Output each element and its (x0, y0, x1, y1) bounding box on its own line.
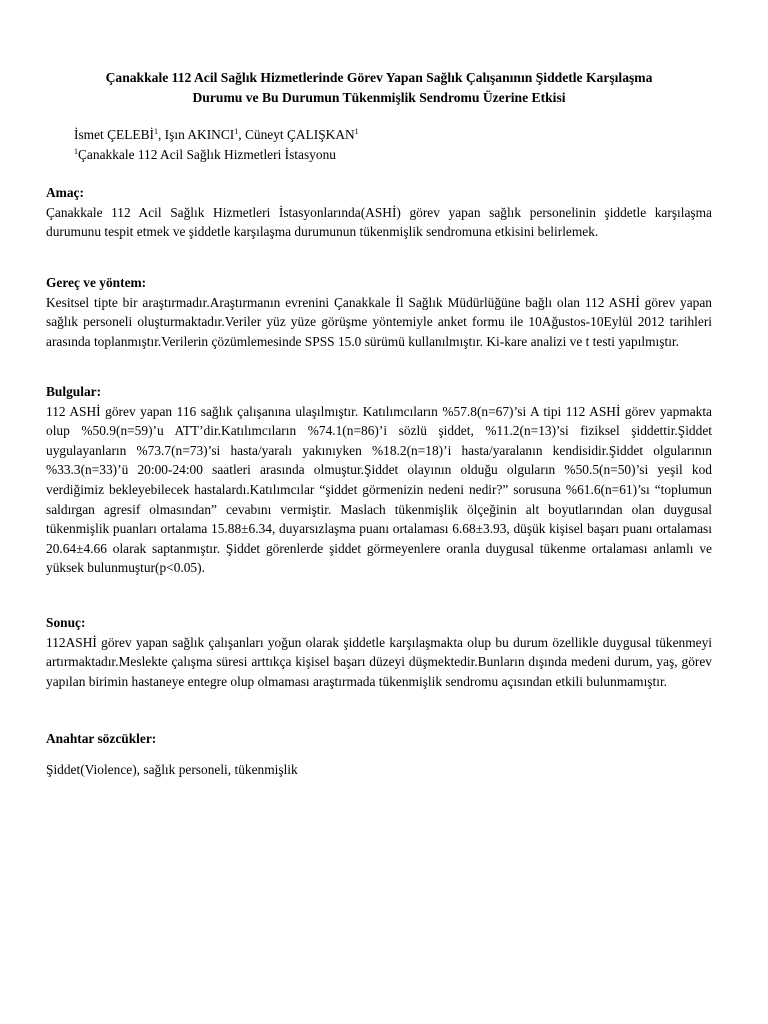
section-anahtar (46, 729, 712, 749)
author-affiliation-mark: 1 (354, 127, 359, 136)
author-name: Işın AKINCI (164, 127, 235, 142)
section-text: 112 ASHİ görev yapan 116 sağlık çalışanına ulaşılmıştır. Katılımcıların %57.8(n=67)’si A tipi 112 ASHİ görev yapmakta olup %50.9(n=59)’u ATT’dir.Katılımcıların %74.1(n=86)’i sözlü şiddet, %11.2(n=13)’si fiziksel şiddettir.Şiddet uygulayanların %73.7(n=73)’si hasta/yaralı yakınıyken %18.2(n=18)’i hasta/yaralanın kendisidir.Şiddet olgularının %33.3(n=33)’ü 20:00-24:00 saatleri arasında olmuştur.Şiddet olayının olduğu olguların %50.5(n=50)’si yeşil kod verdiğimiz bekleyebilecek hastalardı.Katılımcılar “şiddet görmenizin nedeni nedir?” sorusuna %61.6(n=61)’sı “toplumun saldırgan agresif olmasından” cevabını vermiştir. Maslach tükenmişlik ölçeğinin alt boyutlarından olan duygusal tükenmişlik puanları ortalama 15.88±6.34, duyarsızlaşma puanı ortalaması 6.68±3.93, düşük kişisel başarı puanı ortalaması 20.64±4.66 olarak saptanmıştır. Şiddet görenlerde şiddet görmeyenlere oranla duygusal tükenme ortalaması anlamlı ve yüksek bulunmuştur(p<0.05). (46, 403, 712, 576)
section-heading: Bulgular: (46, 384, 102, 399)
affiliation-text: Çanakkale 112 Acil Sağlık Hizmetleri İstasyonu (78, 147, 336, 162)
section-sonuc (46, 613, 712, 691)
section-text: Çanakkale 112 Acil Sağlık Hizmetleri İstasyonlarında(ASHİ) görev yapan sağlık personelinin şiddetle karşılaşma durumunu tespit etmek ve şiddetle karşılaşma durumunun tükenmişlik sendromuna etkisini belirlemek. (46, 204, 712, 240)
section-amac (46, 183, 712, 242)
author-name: İsmet ÇELEBİ (74, 127, 154, 142)
section-bulgular (46, 382, 712, 578)
paper-title (46, 68, 712, 108)
section-heading: Amaç: (46, 185, 84, 200)
section-heading: Gereç ve yöntem: (46, 275, 147, 290)
affiliation-mark: 1 (74, 147, 78, 156)
author-name: Cüneyt ÇALIŞKAN (244, 127, 355, 142)
title-line-1: Çanakkale 112 Acil Sağlık Hizmetlerinde Görev Yapan Sağlık Çalışanının Şiddetle Karşılaşma (105, 70, 653, 85)
section-text: Kesitsel tipte bir araştırmadır.Araştırmanın evrenini Çanakkale İl Sağlık Müdürlüğüne bağlı olan 112 ASHİ görev yapan sağlık personeli oluşturmaktadır.Veriler yüz yüze görüşme yöntemiyle anket formu ile 10Ağustos-10Eylül 2012 tarihleri arasında toplanmıştır.Verilerin çözümlemesinde SPSS 15.0 sürümü kullanılmıştır. Ki-kare analizi ve t testi yapılmıştır. (46, 294, 712, 349)
affiliation (74, 145, 336, 165)
author-affiliation-mark: 1 (234, 127, 239, 136)
author-affiliation-mark: 1 (153, 127, 158, 136)
section-heading: Anahtar sözcükler: (46, 731, 157, 746)
section-heading: Sonuç: (46, 615, 86, 630)
title-line-2: Durumu ve Bu Durumun Tükenmişlik Sendromu Üzerine Etkisi (192, 90, 566, 105)
section-gerec-yontem (46, 273, 712, 351)
author-list: İsmet ÇELEBİ$^1$, Işın AKINCI$^1$, Cüneyt ÇALIŞKAN$^1$ (74, 127, 359, 142)
section-text: 112ASHİ görev yapan sağlık çalışanları yoğun olarak şiddetle karşılaşmakta olup bu durum özellikle duygusal tükenmeyi artırmaktadır.Meslekte çalışma süresi arttıkça kişisel başarı düzeyi düşmektedir.Bunların dışında medeni durum, yaş, görev yapılan birimin hastaneye entegre olup olmaması araştırmada tükenmişlik sendromu açısından etkili bulunmamıştır. (46, 634, 712, 689)
keywords-text: Şiddet(Violence), sağlık personeli, tükenmişlik (46, 762, 298, 777)
